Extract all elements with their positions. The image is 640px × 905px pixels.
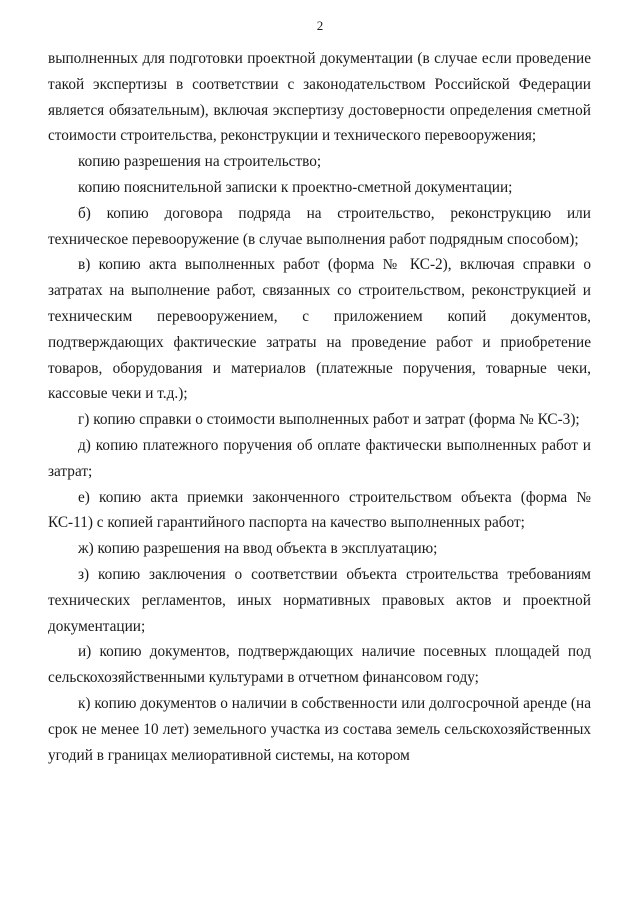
paragraph-item-b: б) копию договора подряда на строительство, реконструкцию или техническое перевооружение (в случае выполнения работ подрядным способом); (48, 204, 591, 248)
paragraph-explanatory-note: копию пояснительной записки к проектно-сметной документации; (78, 178, 513, 196)
paragraph-item-v: в) копию акта выполненных работ (форма № КС-2), включая справки о затратах на выполнение работ, связанных со строительством, реконструкцией и техническим перевооружением, с приложением копий документов, подтверждающих фактические затраты на проведение работ и приобретение товаров, оборудования и материалов (платежные поручения, товарные чеки, кассовые чеки и т.д.); (48, 256, 591, 403)
document-body (48, 46, 591, 768)
page-number: 2 (316, 18, 324, 33)
paragraph-item-d: д) копию платежного поручения об оплате фактически выполненных работ и затрат; (48, 436, 591, 480)
paragraph-item-g: г) копию справки о стоимости выполненных работ и затрат (форма № КС-3); (78, 411, 580, 429)
paragraph-item-z: з) копию заключения о соответствии объекта строительства требованиям технических регламентов, иных нормативных правовых актов и проектной документации; (48, 565, 591, 635)
paragraph-continuation: выполненных для подготовки проектной документации (в случае если проведение такой экспертизы в соответствии с законодательством Российской Федерации является обязательным), включая экспертизу достоверности определения сметной стоимости строительства, реконструкции и технического перевооружения; (48, 50, 591, 145)
paragraph-item-e: е) копию акта приемки законченного строительством объекта (форма № КС-11) с копией гарантийного паспорта на качество выполненных работ; (48, 488, 591, 532)
paragraph-item-k: к) копию документов о наличии в собственности или долгосрочной аренде (на срок не менее 10 лет) земельного участка из состава земель сельскохозяйственных угодий в границах мелиоративной системы, на котором (48, 694, 591, 764)
paragraph-building-permit: копию разрешения на строительство; (78, 153, 322, 171)
paragraph-item-zh: ж) копию разрешения на ввод объекта в эксплуатацию; (78, 540, 438, 558)
paragraph-item-i: и) копию документов, подтверждающих наличие посевных площадей под сельскохозяйственными культурами в отчетном финансовом году; (48, 643, 591, 687)
